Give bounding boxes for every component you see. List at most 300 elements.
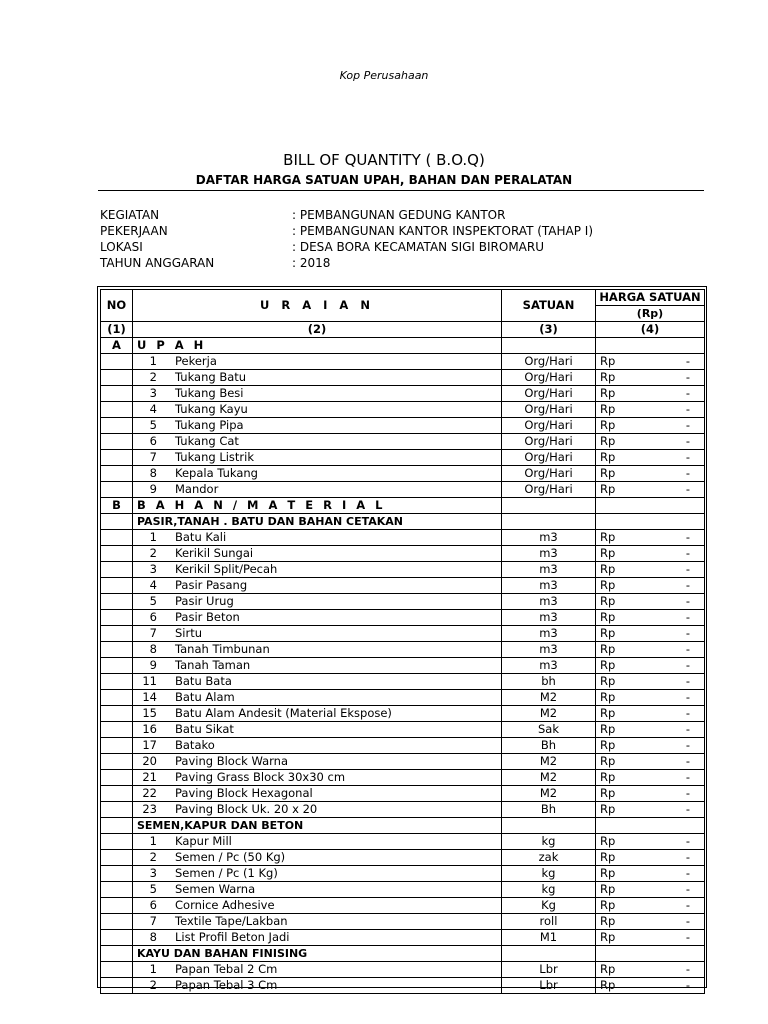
item-harga xyxy=(596,770,705,786)
item-uraian xyxy=(133,562,502,578)
item-satuan: Org/Hari xyxy=(502,434,596,450)
item-uraian xyxy=(133,722,502,738)
item-number: 9 xyxy=(149,658,157,672)
item-satuan: zak xyxy=(502,850,596,866)
table-row xyxy=(101,898,705,914)
item-harga xyxy=(596,674,705,690)
empty-cell xyxy=(101,658,133,674)
item-satuan: m3 xyxy=(502,626,596,642)
boq-body xyxy=(101,338,705,994)
item-number: 8 xyxy=(149,642,157,656)
table-row xyxy=(101,386,705,402)
project-info xyxy=(100,207,700,271)
item-number: 3 xyxy=(149,866,157,880)
price-value: - xyxy=(685,706,690,720)
info-label: TAHUN ANGGARAN xyxy=(100,256,215,270)
item-number: 7 xyxy=(149,914,157,928)
company-letterhead: Kop Perusahaan xyxy=(339,69,429,82)
item-description: Tukang Cat xyxy=(175,434,239,448)
item-uraian xyxy=(133,930,502,946)
empty-cell xyxy=(101,914,133,930)
item-number: 6 xyxy=(149,610,157,624)
item-description: Semen Warna xyxy=(175,882,256,896)
item-number: 4 xyxy=(149,402,157,416)
empty-cell xyxy=(101,610,133,626)
empty-cell xyxy=(101,898,133,914)
currency-label: Rp xyxy=(600,674,616,688)
price-value: - xyxy=(685,930,690,944)
item-description: Sirtu xyxy=(175,626,203,640)
table-row xyxy=(101,722,705,738)
empty-cell xyxy=(101,818,133,834)
currency-label: Rp xyxy=(600,898,616,912)
table-row xyxy=(101,658,705,674)
item-description: Mandor xyxy=(175,482,219,496)
item-description: Pasir Pasang xyxy=(175,578,248,592)
item-number: 2 xyxy=(149,850,157,864)
item-harga xyxy=(596,642,705,658)
table-row xyxy=(101,786,705,802)
currency-label: Rp xyxy=(600,882,616,896)
price-value: - xyxy=(685,786,690,800)
item-number: 1 xyxy=(149,834,157,848)
col-index-4: (4) xyxy=(596,322,705,338)
price-value: - xyxy=(685,386,690,400)
empty-cell xyxy=(101,402,133,418)
item-satuan: Sak xyxy=(502,722,596,738)
item-number: 5 xyxy=(149,882,157,896)
price-value: - xyxy=(685,722,690,736)
currency-label: Rp xyxy=(600,978,616,992)
empty-cell xyxy=(101,962,133,978)
item-satuan: m3 xyxy=(502,658,596,674)
item-number: 7 xyxy=(149,626,157,640)
table-row xyxy=(101,610,705,626)
price-value: - xyxy=(685,418,690,432)
price-value: - xyxy=(685,850,690,864)
item-harga xyxy=(596,786,705,802)
price-value: - xyxy=(685,658,690,672)
item-harga xyxy=(596,578,705,594)
item-number: 6 xyxy=(149,898,157,912)
table-row xyxy=(101,466,705,482)
empty-cell xyxy=(596,946,705,962)
item-harga xyxy=(596,402,705,418)
empty-cell xyxy=(101,530,133,546)
item-description: Semen / Pc (50 Kg) xyxy=(175,850,286,864)
item-number: 15 xyxy=(142,706,157,720)
table-row xyxy=(101,978,705,994)
empty-cell xyxy=(101,482,133,498)
info-label: LOKASI xyxy=(100,240,143,254)
item-description: Kapur Mill xyxy=(175,834,232,848)
price-value: - xyxy=(685,354,690,368)
item-uraian xyxy=(133,802,502,818)
currency-label: Rp xyxy=(600,866,616,880)
section-no: B xyxy=(101,498,133,514)
info-value: : 2018 xyxy=(292,256,331,270)
item-uraian xyxy=(133,578,502,594)
title-divider xyxy=(98,190,704,191)
item-harga xyxy=(596,610,705,626)
item-harga xyxy=(596,530,705,546)
section-no: A xyxy=(101,338,133,354)
item-number: 3 xyxy=(149,562,157,576)
item-satuan: Org/Hari xyxy=(502,402,596,418)
currency-label: Rp xyxy=(600,690,616,704)
item-description: Semen / Pc (1 Kg) xyxy=(175,866,278,880)
currency-label: Rp xyxy=(600,626,616,640)
item-uraian xyxy=(133,962,502,978)
currency-label: Rp xyxy=(600,770,616,784)
item-harga xyxy=(596,594,705,610)
item-harga xyxy=(596,354,705,370)
currency-label: Rp xyxy=(600,546,616,560)
item-satuan: m3 xyxy=(502,578,596,594)
subsection-label: KAYU DAN BAHAN FINISING xyxy=(133,946,502,962)
item-satuan: M2 xyxy=(502,706,596,722)
price-value: - xyxy=(685,482,690,496)
header-harga-satuan: HARGA SATUAN xyxy=(596,290,705,306)
table-row xyxy=(101,882,705,898)
price-value: - xyxy=(685,690,690,704)
item-description: Tanah Taman xyxy=(175,658,251,672)
item-uraian xyxy=(133,386,502,402)
empty-cell xyxy=(101,946,133,962)
item-description: Pasir Urug xyxy=(175,594,234,608)
item-satuan: M2 xyxy=(502,786,596,802)
item-description: Batu Sikat xyxy=(175,722,234,736)
col-index-3: (3) xyxy=(502,322,596,338)
price-value: - xyxy=(685,866,690,880)
item-uraian xyxy=(133,482,502,498)
price-value: - xyxy=(685,770,690,784)
price-value: - xyxy=(685,578,690,592)
item-number: 14 xyxy=(142,690,157,704)
price-value: - xyxy=(685,802,690,816)
table-row xyxy=(101,562,705,578)
currency-label: Rp xyxy=(600,786,616,800)
item-description: Tanah Timbunan xyxy=(175,642,270,656)
info-label: PEKERJAAN xyxy=(100,224,168,238)
price-value: - xyxy=(685,450,690,464)
item-uraian xyxy=(133,370,502,386)
item-number: 2 xyxy=(149,978,157,992)
currency-label: Rp xyxy=(600,914,616,928)
item-harga xyxy=(596,386,705,402)
currency-label: Rp xyxy=(600,706,616,720)
currency-label: Rp xyxy=(600,930,616,944)
item-satuan: Lbr xyxy=(502,962,596,978)
item-description: Batu Alam Andesit (Material Ekspose) xyxy=(175,706,392,720)
boq-table xyxy=(100,289,705,994)
item-harga xyxy=(596,930,705,946)
item-description: Cornice Adhesive xyxy=(175,898,275,912)
item-description: Textile Tape/Lakban xyxy=(175,914,288,928)
item-uraian xyxy=(133,530,502,546)
empty-cell xyxy=(101,562,133,578)
item-harga xyxy=(596,978,705,994)
item-satuan: kg xyxy=(502,866,596,882)
empty-cell xyxy=(101,802,133,818)
table-row xyxy=(101,482,705,498)
empty-cell xyxy=(101,578,133,594)
item-number: 23 xyxy=(142,802,157,816)
item-number: 1 xyxy=(149,962,157,976)
table-row xyxy=(101,802,705,818)
item-uraian xyxy=(133,786,502,802)
empty-cell xyxy=(101,786,133,802)
table-row xyxy=(101,594,705,610)
item-uraian xyxy=(133,594,502,610)
currency-label: Rp xyxy=(600,642,616,656)
item-satuan: roll xyxy=(502,914,596,930)
item-satuan: Org/Hari xyxy=(502,466,596,482)
empty-cell xyxy=(101,386,133,402)
empty-cell xyxy=(101,738,133,754)
empty-cell xyxy=(101,674,133,690)
price-value: - xyxy=(685,738,690,752)
price-value: - xyxy=(685,402,690,416)
document-title: BILL OF QUANTITY ( B.O.Q) xyxy=(283,151,485,169)
subsection-row xyxy=(101,514,705,530)
item-description: Tukang Pipa xyxy=(175,418,244,432)
item-description: Paving Block Uk. 20 x 20 xyxy=(175,802,318,816)
header-row xyxy=(101,290,705,306)
table-row xyxy=(101,418,705,434)
empty-cell xyxy=(101,642,133,658)
header-no: NO xyxy=(101,290,133,322)
item-description: Kerikil Sungai xyxy=(175,546,254,560)
item-uraian xyxy=(133,690,502,706)
item-harga xyxy=(596,914,705,930)
item-satuan: m3 xyxy=(502,562,596,578)
price-value: - xyxy=(685,546,690,560)
currency-label: Rp xyxy=(600,434,616,448)
item-uraian xyxy=(133,834,502,850)
item-number: 4 xyxy=(149,578,157,592)
table-row xyxy=(101,370,705,386)
item-number: 9 xyxy=(149,482,157,496)
empty-cell xyxy=(101,754,133,770)
col-index-2: (2) xyxy=(133,322,502,338)
item-number: 2 xyxy=(149,370,157,384)
item-harga xyxy=(596,434,705,450)
document-subtitle: DAFTAR HARGA SATUAN UPAH, BAHAN DAN PERALATAN xyxy=(195,173,573,187)
item-uraian xyxy=(133,546,502,562)
currency-label: Rp xyxy=(600,754,616,768)
item-uraian xyxy=(133,770,502,786)
item-satuan: m3 xyxy=(502,530,596,546)
item-harga xyxy=(596,866,705,882)
info-value: : PEMBANGUNAN KANTOR INSPEKTORAT (TAHAP I) xyxy=(292,224,594,238)
currency-label: Rp xyxy=(600,370,616,384)
item-harga xyxy=(596,658,705,674)
price-value: - xyxy=(685,754,690,768)
price-value: - xyxy=(685,898,690,912)
price-value: - xyxy=(685,978,690,992)
empty-cell xyxy=(101,834,133,850)
section-row xyxy=(101,498,705,514)
empty-cell xyxy=(502,498,596,514)
currency-label: Rp xyxy=(600,738,616,752)
table-row xyxy=(101,770,705,786)
empty-cell xyxy=(101,978,133,994)
item-satuan: Bh xyxy=(502,802,596,818)
item-description: Pasir Beton xyxy=(175,610,240,624)
item-number: 2 xyxy=(149,546,157,560)
item-uraian xyxy=(133,914,502,930)
empty-cell xyxy=(101,850,133,866)
table-row xyxy=(101,402,705,418)
empty-cell xyxy=(101,770,133,786)
currency-label: Rp xyxy=(600,386,616,400)
table-row xyxy=(101,930,705,946)
item-harga xyxy=(596,898,705,914)
item-description: Batu Bata xyxy=(175,674,232,688)
item-satuan: Bh xyxy=(502,738,596,754)
currency-label: Rp xyxy=(600,578,616,592)
item-uraian xyxy=(133,402,502,418)
item-satuan: Org/Hari xyxy=(502,450,596,466)
table-row xyxy=(101,642,705,658)
info-row-pekerjaan xyxy=(100,223,700,239)
item-description: Tukang Kayu xyxy=(175,402,248,416)
item-uraian xyxy=(133,610,502,626)
item-description: Kerikil Split/Pecah xyxy=(175,562,278,576)
item-description: Batako xyxy=(175,738,215,752)
item-harga xyxy=(596,562,705,578)
info-label: KEGIATAN xyxy=(100,208,160,222)
empty-cell xyxy=(502,514,596,530)
currency-label: Rp xyxy=(600,482,616,496)
item-uraian xyxy=(133,354,502,370)
table-row xyxy=(101,914,705,930)
price-value: - xyxy=(685,370,690,384)
subsection-row xyxy=(101,818,705,834)
item-uraian xyxy=(133,450,502,466)
item-description: Paving Grass Block 30x30 cm xyxy=(175,770,346,784)
currency-label: Rp xyxy=(600,562,616,576)
table-row xyxy=(101,706,705,722)
empty-cell xyxy=(101,450,133,466)
price-value: - xyxy=(685,530,690,544)
item-number: 8 xyxy=(149,930,157,944)
table-row xyxy=(101,450,705,466)
empty-cell xyxy=(101,706,133,722)
item-satuan: m3 xyxy=(502,642,596,658)
table-row xyxy=(101,578,705,594)
table-row xyxy=(101,962,705,978)
item-satuan: kg xyxy=(502,882,596,898)
item-harga xyxy=(596,418,705,434)
table-row xyxy=(101,690,705,706)
price-value: - xyxy=(685,674,690,688)
item-harga xyxy=(596,962,705,978)
item-uraian xyxy=(133,706,502,722)
section-label: B A H A N / M A T E R I A L xyxy=(133,498,502,514)
currency-label: Rp xyxy=(600,802,616,816)
empty-cell xyxy=(502,818,596,834)
item-description: Papan Tebal 2 Cm xyxy=(175,962,278,976)
col-index-1: (1) xyxy=(101,322,133,338)
item-satuan: Org/Hari xyxy=(502,482,596,498)
item-satuan: kg xyxy=(502,834,596,850)
table-row xyxy=(101,354,705,370)
item-harga xyxy=(596,754,705,770)
price-value: - xyxy=(685,834,690,848)
table-row xyxy=(101,834,705,850)
item-number: 1 xyxy=(149,354,157,368)
item-satuan: M2 xyxy=(502,770,596,786)
empty-cell xyxy=(101,466,133,482)
item-number: 5 xyxy=(149,594,157,608)
item-harga xyxy=(596,882,705,898)
item-uraian xyxy=(133,850,502,866)
item-description: Kepala Tukang xyxy=(175,466,258,480)
item-harga xyxy=(596,450,705,466)
empty-cell xyxy=(101,722,133,738)
empty-cell xyxy=(101,546,133,562)
item-description: Paving Block Warna xyxy=(175,754,289,768)
empty-cell xyxy=(596,818,705,834)
empty-cell xyxy=(502,946,596,962)
currency-label: Rp xyxy=(600,594,616,608)
item-number: 8 xyxy=(149,466,157,480)
header-harga-unit: (Rp) xyxy=(596,306,705,322)
currency-label: Rp xyxy=(600,402,616,416)
subsection-label: PASIR,TANAH . BATU DAN BAHAN CETAKAN xyxy=(133,514,502,530)
currency-label: Rp xyxy=(600,850,616,864)
table-row xyxy=(101,546,705,562)
item-number: 5 xyxy=(149,418,157,432)
item-description: Pekerja xyxy=(175,354,217,368)
price-value: - xyxy=(685,562,690,576)
header-satuan: SATUAN xyxy=(502,290,596,322)
currency-label: Rp xyxy=(600,354,616,368)
item-uraian xyxy=(133,866,502,882)
table-row xyxy=(101,674,705,690)
item-satuan: m3 xyxy=(502,594,596,610)
item-satuan: Org/Hari xyxy=(502,418,596,434)
info-value: : DESA BORA KECAMATAN SIGI BIROMARU xyxy=(292,240,544,254)
item-harga xyxy=(596,370,705,386)
item-number: 17 xyxy=(142,738,157,752)
item-uraian xyxy=(133,898,502,914)
table-row xyxy=(101,434,705,450)
item-satuan: m3 xyxy=(502,546,596,562)
currency-label: Rp xyxy=(600,530,616,544)
item-uraian xyxy=(133,738,502,754)
item-satuan: Lbr xyxy=(502,978,596,994)
price-value: - xyxy=(685,594,690,608)
item-satuan: M1 xyxy=(502,930,596,946)
price-value: - xyxy=(685,962,690,976)
item-harga xyxy=(596,626,705,642)
currency-label: Rp xyxy=(600,962,616,976)
item-description: Batu Kali xyxy=(175,530,227,544)
item-number: 3 xyxy=(149,386,157,400)
item-harga xyxy=(596,802,705,818)
currency-label: Rp xyxy=(600,722,616,736)
item-uraian xyxy=(133,418,502,434)
table-row xyxy=(101,850,705,866)
currency-label: Rp xyxy=(600,658,616,672)
item-number: 7 xyxy=(149,450,157,464)
item-satuan: M2 xyxy=(502,754,596,770)
section-label: U P A H xyxy=(133,338,502,354)
currency-label: Rp xyxy=(600,610,616,624)
